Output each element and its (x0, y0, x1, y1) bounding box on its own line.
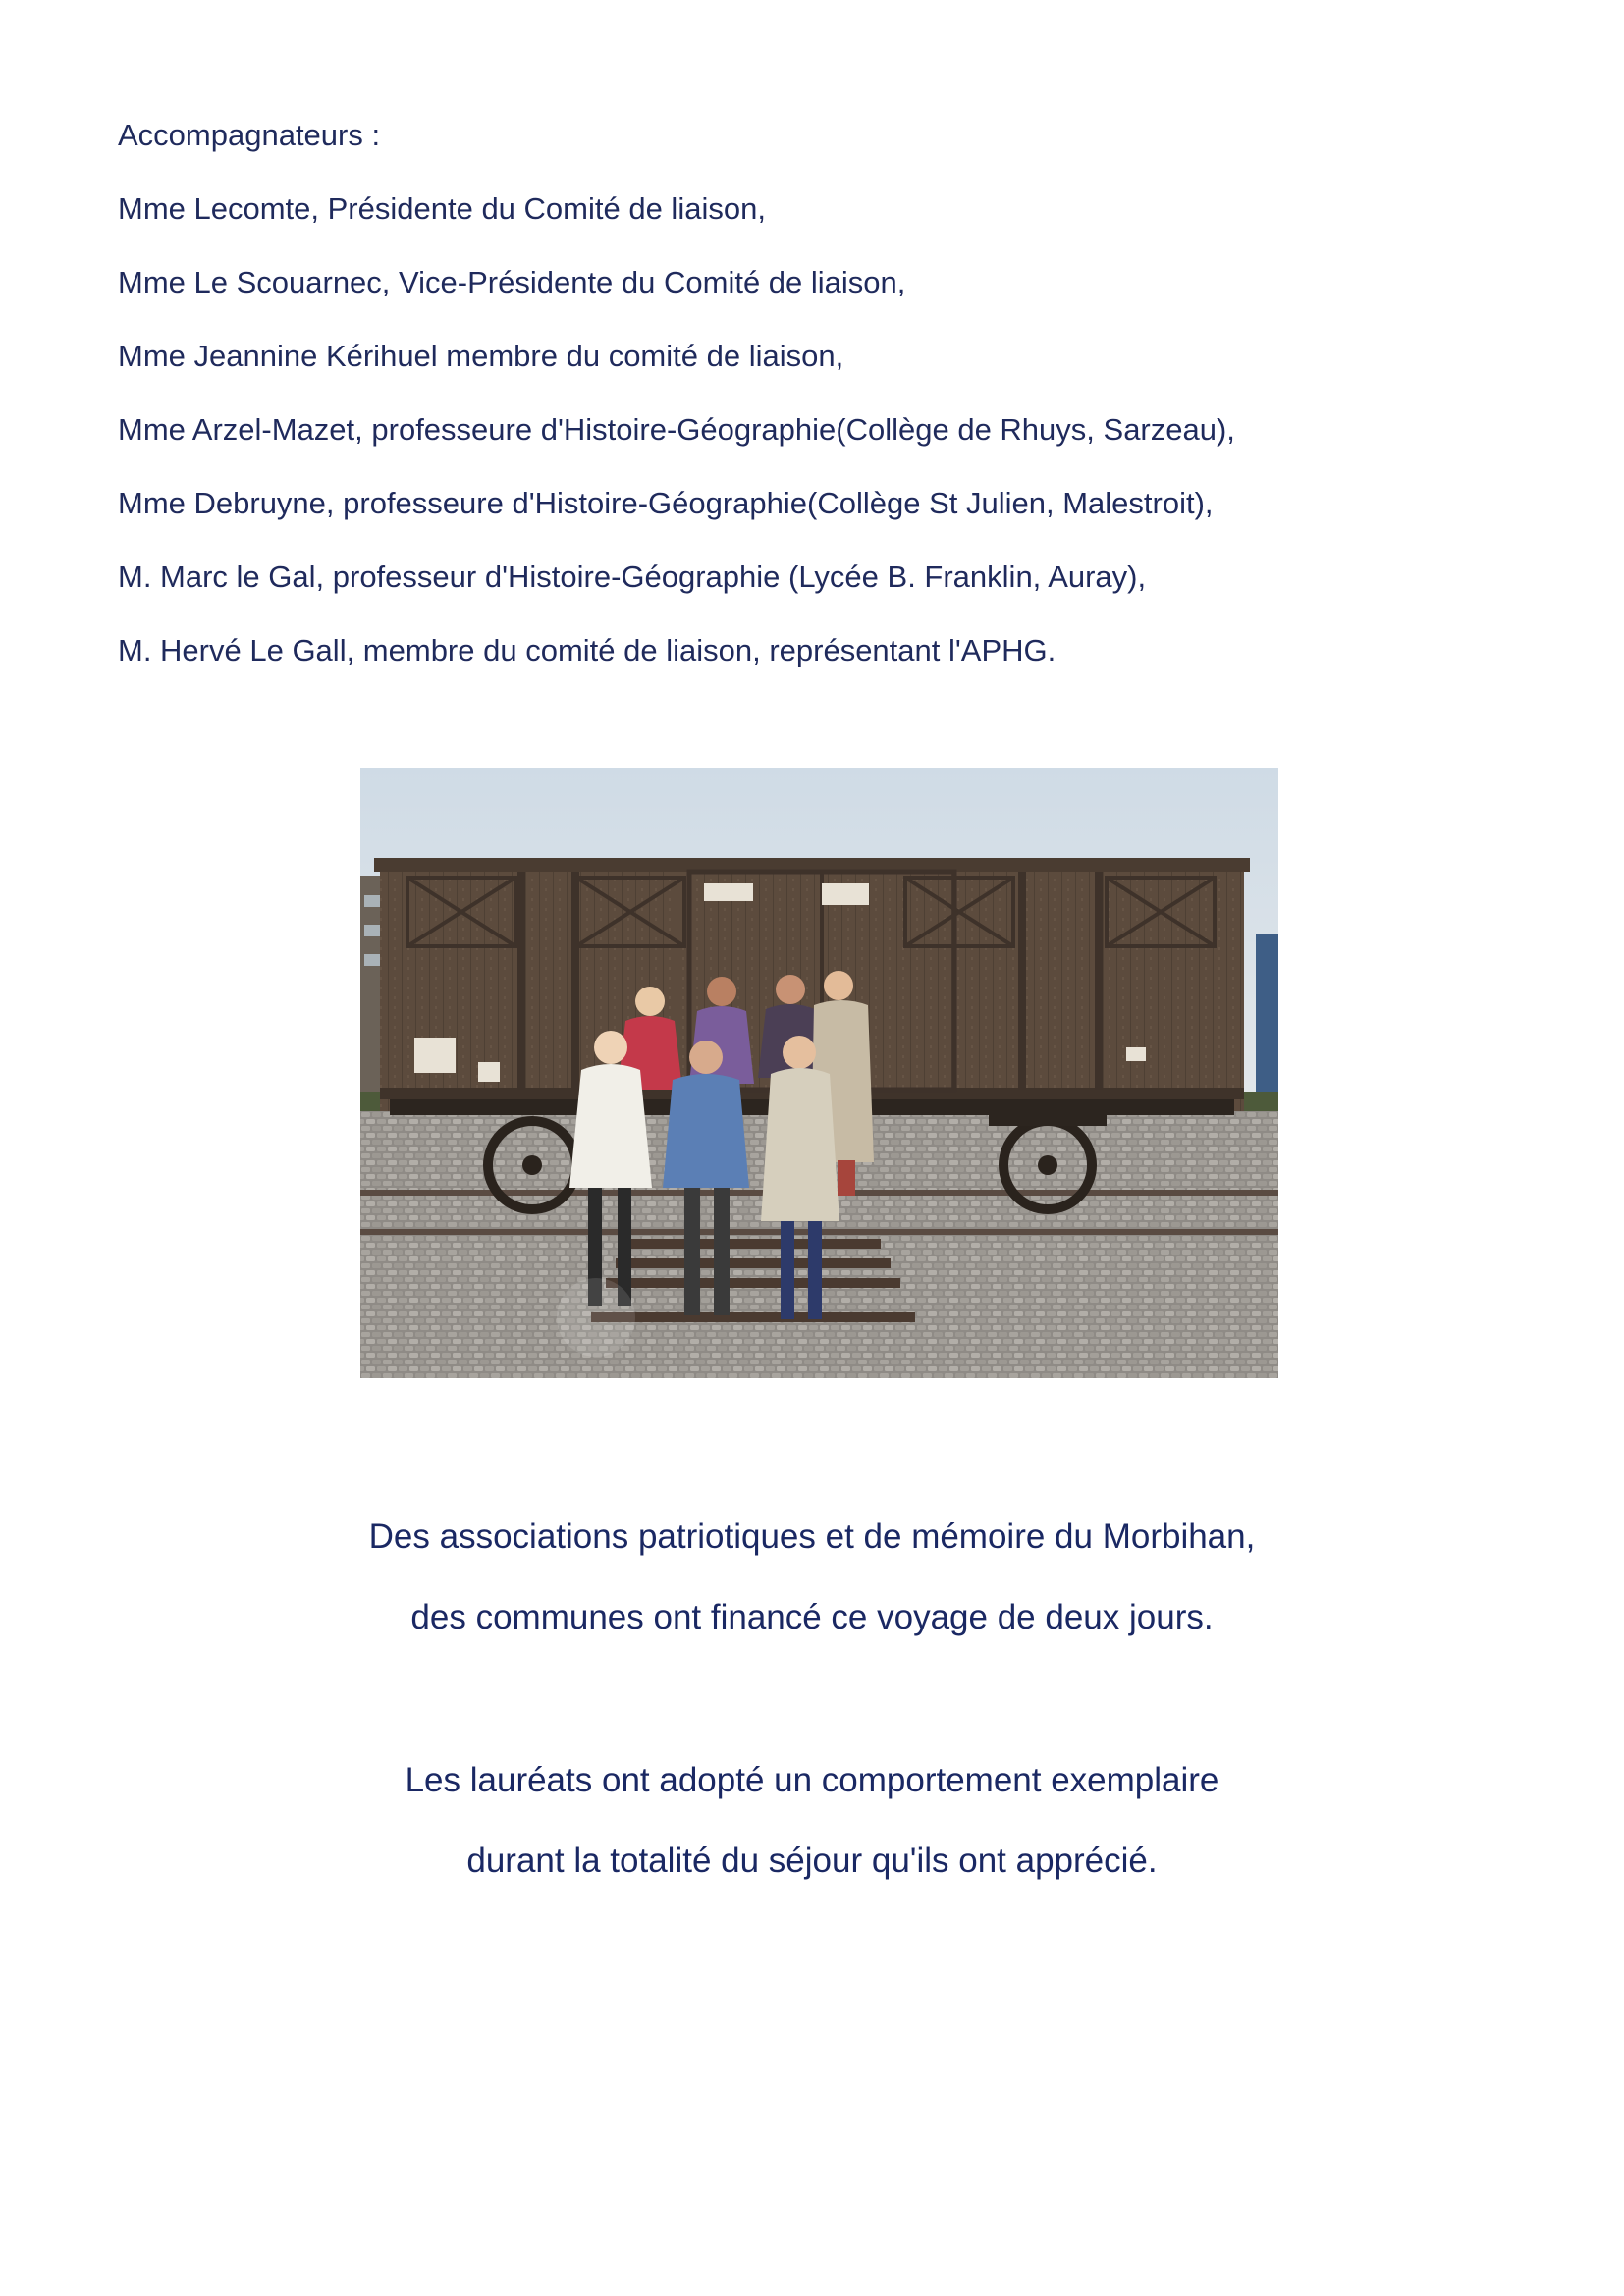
closing-line: Des associations patriotiques et de mémoire du Morbihan, (368, 1518, 1256, 1556)
companions-list (118, 98, 1492, 687)
group-photo-illustration (360, 768, 1278, 1378)
companions-heading: Accompagnateurs : (118, 118, 381, 152)
group-photo (360, 768, 1278, 1378)
closing-paragraph-behaviour (0, 1740, 1624, 1901)
companion-line: Mme Le Scouarnec, Vice-Présidente du Comité de liaison, (118, 265, 906, 299)
companion-line: M. Marc le Gal, professeur d'Histoire-Géographie (Lycée B. Franklin, Auray), (118, 560, 1147, 594)
companion-line: M. Hervé Le Gall, membre du comité de liaison, représentant l'APHG. (118, 633, 1056, 667)
companion-line: Mme Lecomte, Présidente du Comité de liaison, (118, 191, 766, 226)
closing-paragraph-funding (0, 1497, 1624, 1658)
companion-line: Mme Debruyne, professeure d'Histoire-Géographie(Collège St Julien, Malestroit), (118, 486, 1214, 520)
companion-line: Mme Jeannine Kérihuel membre du comité de liaison, (118, 339, 844, 373)
companion-line: Mme Arzel-Mazet, professeure d'Histoire-Géographie(Collège de Rhuys, Sarzeau), (118, 412, 1235, 447)
closing-line: des communes ont financé ce voyage de deux jours. (410, 1598, 1214, 1636)
closing-line: durant la totalité du séjour qu'ils ont apprécié. (466, 1842, 1158, 1880)
closing-line: Les lauréats ont adopté un comportement exemplaire (405, 1761, 1219, 1799)
